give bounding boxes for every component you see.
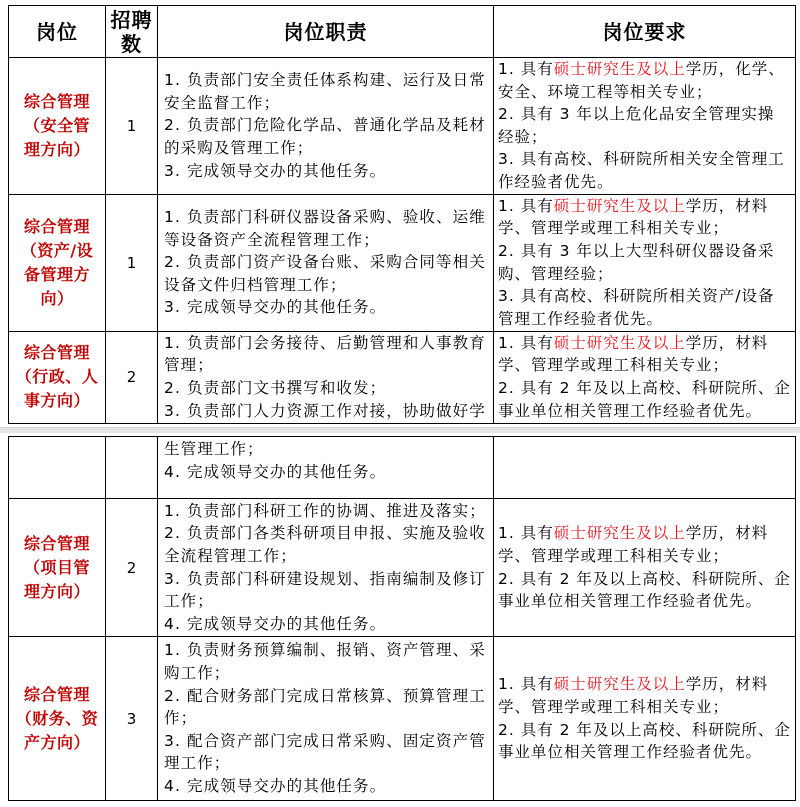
duty-line: 2. 负责部门各类科研项目申报、实施及验收: [164, 524, 486, 543]
position-title-line: 理方向）: [23, 139, 90, 159]
requirement-suffix: 学历，材料: [685, 196, 769, 215]
position-cell: [9, 499, 106, 637]
requirement-suffix: 学历，材料: [685, 524, 769, 543]
duty-item: [164, 568, 493, 613]
requirement-line: 3. 具有高校、科研院所相关资产/设备: [498, 287, 775, 306]
duty-line: 1. 负责部门会务接待、后勤管理和人事教育: [164, 333, 486, 352]
duty-item: [164, 730, 493, 775]
requirement-line: 学、管理学或理工科相关专业；: [498, 546, 730, 565]
requirements-cell: [494, 499, 796, 637]
duty-item: [164, 296, 493, 319]
position-title-line: 产方向）: [23, 732, 90, 752]
duty-line: 生管理工作；: [164, 440, 264, 458]
duty-item: [164, 685, 493, 730]
duties-cell: [158, 637, 494, 801]
duty-item: [164, 500, 493, 523]
header-duties: 岗位职责: [158, 6, 494, 58]
duty-item: [164, 332, 493, 377]
duty-line: 1. 负责财务预算编制、报销、资产管理、采: [164, 641, 486, 660]
requirement-line: 事业单位相关管理工作经验者优先。: [498, 743, 763, 762]
requirement-line: [498, 195, 795, 218]
position-cell-empty: [9, 437, 106, 499]
header-headcount-line: 数: [121, 31, 142, 56]
duties-cell: [158, 499, 494, 637]
duty-line: 2. 负责部门危险化学品、普通化学品及耗材: [164, 116, 486, 135]
duty-item: [164, 400, 493, 423]
duty-item: [164, 206, 493, 251]
job-table-part-2: [8, 436, 796, 801]
duty-line: 2. 负责部门资产设备台账、采购合同等相关: [164, 253, 486, 272]
header-position: 岗位: [9, 6, 106, 58]
position-title-line: 备管理方: [23, 264, 90, 284]
table-row-continued: [9, 437, 796, 499]
page-break-divider: [0, 427, 800, 433]
requirement-line: 事业单位相关管理工作经验者优先。: [498, 592, 763, 611]
duty-line: 3. 负责部门人力资源工作对接，协助做好学: [164, 401, 486, 420]
position-title-line: （财务、资: [15, 708, 99, 728]
position-title-line: 综合管理: [23, 216, 90, 236]
requirement-line: 3. 具有高校、科研院所相关安全管理工: [498, 150, 785, 169]
headcount-cell: 2: [106, 499, 158, 637]
requirement-line: 管理工作经验者优先。: [498, 309, 664, 328]
position-title-line: （项目管: [23, 557, 90, 577]
requirement-line: 购、管理经验；: [498, 264, 614, 283]
headcount-cell: 1: [106, 194, 158, 331]
duty-line: 全流程管理工作；: [164, 546, 297, 565]
degree-highlight: 硕士研究生及以上: [553, 333, 686, 352]
requirement-line: 2. 具有 2 年及以上高校、科研院所、企: [498, 720, 791, 739]
duty-line: 设备文件归档管理工作；: [164, 275, 347, 294]
duty-line: 工作；: [164, 592, 214, 611]
requirement-suffix: 学历，材料: [685, 675, 769, 694]
duty-item: [164, 775, 493, 798]
position-title-line: 事方向）: [23, 391, 90, 411]
requirement-prefix: 1. 具有: [498, 524, 554, 543]
duty-line: 4. 完成领导交办的其他任务。: [164, 776, 387, 795]
duty-line: 4. 完成领导交办的其他任务。: [164, 614, 387, 633]
duty-line: 3. 配合资产部门完成日常采购、固定资产管: [164, 731, 486, 750]
requirement-line: 作经验者优先。: [498, 172, 614, 191]
table-row: [9, 58, 796, 195]
duty-line: 1. 负责部门科研仪器设备采购、验收、运维: [164, 208, 486, 227]
requirement-line: [498, 673, 795, 696]
position-title-line: 综合管理: [23, 684, 90, 704]
requirements-cell: [494, 331, 796, 423]
duty-line: 作；: [164, 709, 198, 728]
position-title-line: 向）: [40, 288, 74, 308]
duties-cell: [158, 331, 494, 423]
duty-item: [164, 639, 493, 684]
duty-item: [164, 251, 493, 296]
duty-line: 管理；: [164, 356, 214, 375]
duty-item: [164, 522, 493, 567]
requirement-line: 2. 具有 3 年以上危化品安全管理实操: [498, 105, 775, 124]
duty-item: [164, 377, 493, 400]
position-title-line: 理方向）: [23, 581, 90, 601]
duties-cell: [158, 58, 494, 195]
table-header-row: [9, 6, 796, 58]
requirement-line: [498, 332, 795, 355]
requirements-cell: [494, 194, 796, 331]
requirement-line: 学、管理学或理工科相关专业；: [498, 219, 730, 238]
requirement-line: 2. 具有 3 年以上大型科研仪器设备采: [498, 241, 775, 260]
duty-line: 1. 负责部门科研工作的协调、推进及落实；: [164, 501, 486, 520]
position-title-line: （行政、人: [15, 367, 99, 387]
requirement-line: 安全、环境工程等相关专业；: [498, 82, 713, 101]
requirement-suffix: 学历，材料: [685, 333, 769, 352]
requirement-line: 经验；: [498, 127, 548, 146]
degree-highlight: 硕士研究生及以上: [553, 675, 686, 694]
position-cell: [9, 637, 106, 801]
duty-item: [164, 69, 493, 114]
requirement-prefix: 1. 具有: [498, 196, 554, 215]
duty-line: 理工作；: [164, 754, 231, 773]
duty-item: [164, 160, 493, 183]
requirement-suffix: 学历，化学、: [685, 60, 785, 78]
degree-highlight: 硕士研究生及以上: [553, 60, 686, 78]
duty-line: 3. 负责部门科研建设规划、指南编制及修订: [164, 569, 486, 588]
headcount-cell-empty: [106, 437, 158, 499]
position-title-line: 综合管理: [23, 533, 90, 553]
position-title-line: （资产/设: [20, 240, 94, 260]
header-requirements: 岗位要求: [494, 6, 796, 58]
requirement-line: 学、管理学或理工科相关专业；: [498, 356, 730, 375]
duty-line: 购工作；: [164, 664, 231, 683]
degree-highlight: 硕士研究生及以上: [553, 524, 686, 543]
requirement-line: 事业单位相关管理工作经验者优先。: [498, 401, 763, 420]
requirement-prefix: 1. 具有: [498, 60, 554, 78]
duty-line: 等设备资产全流程管理工作；: [164, 230, 380, 249]
duties-cell: [158, 194, 494, 331]
requirement-line: 学、管理学或理工科相关专业；: [498, 697, 730, 716]
headcount-cell: 2: [106, 331, 158, 423]
requirement-prefix: 1. 具有: [498, 333, 554, 352]
header-headcount-line: 招聘: [110, 7, 153, 32]
position-title-line: 综合管理: [23, 343, 90, 363]
duty-line: 2. 配合财务部门完成日常核算、预算管理工: [164, 686, 486, 705]
table-row: [9, 637, 796, 801]
duty-line: 1. 负责部门安全责任体系构建、运行及日常: [164, 71, 486, 90]
requirements-cell: [494, 58, 796, 195]
position-title-line: （安全管: [23, 115, 90, 135]
requirement-line: 2. 具有 2 年及以上高校、科研院所、企: [498, 569, 791, 588]
position-cell: [9, 331, 106, 423]
headcount-cell: 3: [106, 637, 158, 801]
duty-item: [164, 613, 493, 636]
table-row: [9, 331, 796, 423]
requirement-line: 2. 具有 2 年及以上高校、科研院所、企: [498, 379, 791, 398]
position-cell: [9, 194, 106, 331]
duty-line: 的采购及管理工作；: [164, 139, 314, 158]
requirements-cell-empty: [494, 437, 796, 499]
duty-line: 4. 完成领导交办的其他任务。: [164, 462, 387, 481]
position-title-line: 综合管理: [23, 91, 90, 111]
requirement-line: [498, 522, 795, 545]
job-table-part-1: [8, 5, 796, 424]
requirement-prefix: 1. 具有: [498, 675, 554, 694]
duty-line: 2. 负责部门文书撰写和收发；: [164, 379, 387, 398]
duties-cell-continued: [158, 437, 494, 499]
duty-line: 安全监督工作；: [164, 93, 281, 112]
duty-line: 3. 完成领导交办的其他任务。: [164, 298, 387, 317]
requirements-cell: [494, 637, 796, 801]
requirement-line: [498, 58, 795, 81]
table-row: [9, 499, 796, 637]
table-row: [9, 194, 796, 331]
degree-highlight: 硕士研究生及以上: [553, 196, 686, 215]
duty-line: 3. 完成领导交办的其他任务。: [164, 161, 387, 180]
headcount-cell: 1: [106, 58, 158, 195]
duty-item: [164, 114, 493, 159]
position-cell: [9, 58, 106, 195]
header-headcount: [106, 6, 158, 58]
